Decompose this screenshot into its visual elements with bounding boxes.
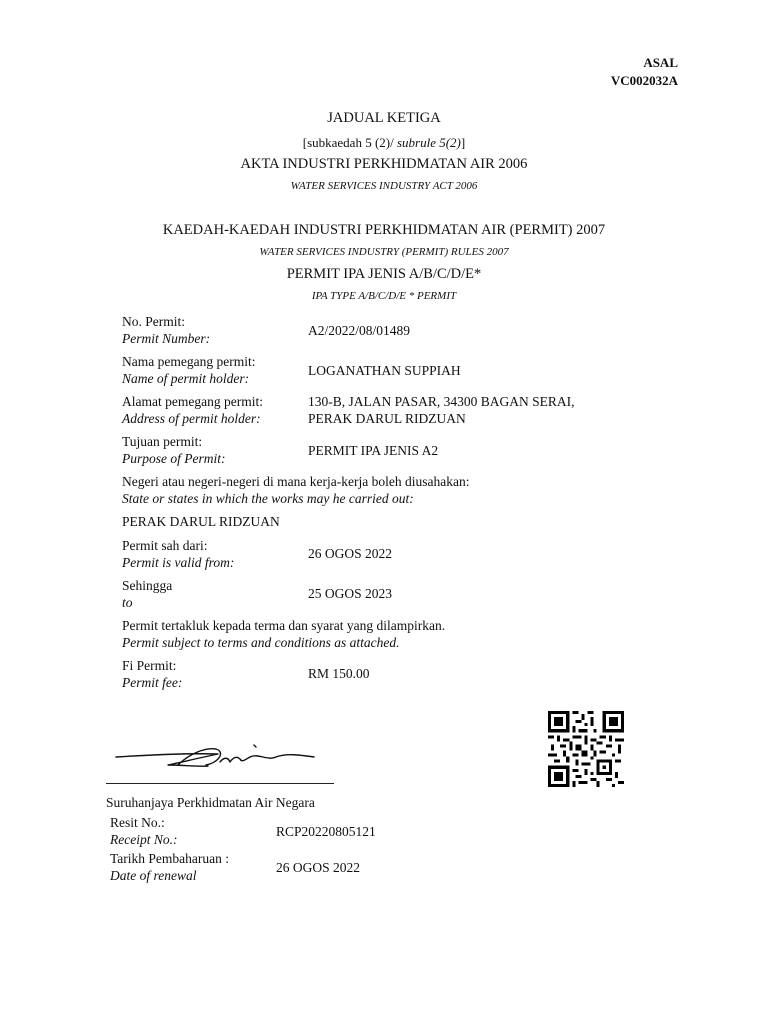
address-line-2: PERAK DARUL RIDZUAN (308, 411, 466, 426)
copy-type: ASAL (643, 55, 678, 70)
receipt-label (110, 814, 177, 848)
signature-line (106, 783, 334, 784)
purpose-value: PERMIT IPA JENIS A2 (308, 443, 439, 458)
address-value (308, 393, 575, 427)
subrule-close: ] (460, 135, 466, 150)
act-title-ms: AKTA INDUSTRI PERKHIDMATAN AIR 2006 (240, 156, 528, 172)
states-label (122, 473, 469, 507)
holder-label (122, 353, 255, 387)
address-label (122, 393, 263, 427)
address-label-en: Address of permit holder: (122, 411, 261, 426)
rules-title-ms: KAEDAH-KAEDAH INDUSTRI PERKHIDMATAN AIR (PERMIT) 2007 (162, 222, 606, 238)
serial-number: VC002032A (610, 73, 678, 88)
rules-title-en: WATER SERVICES INDUSTRY (PERMIT) RULES 2007 (259, 246, 509, 258)
valid-from-label (122, 537, 234, 571)
signature-image (108, 735, 328, 780)
holder-label-en: Name of permit holder: (122, 371, 250, 386)
permit-number-value: A2/2022/08/01489 (308, 323, 411, 338)
valid-from-label-en: Permit is valid from: (122, 555, 235, 570)
valid-to-label-ms: Sehingga (122, 578, 173, 593)
act-title-en: WATER SERVICES INDUSTRY ACT 2006 (290, 180, 478, 192)
permit-type-ms: PERMIT IPA JENIS A/B/C/D/E* (286, 266, 482, 282)
address-label-ms: Alamat pemegang permit: (122, 394, 263, 409)
permit-type-en: IPA TYPE A/B/C/D/E * PERMIT (311, 290, 457, 302)
purpose-label-en: Purpose of Permit: (122, 451, 226, 466)
valid-to-value: 25 OGOS 2023 (308, 586, 393, 601)
purpose-label (122, 433, 226, 467)
receipt-label-ms: Resit No.: (110, 815, 165, 830)
fee-value: RM 150.00 (308, 666, 370, 681)
terms-note-ms: Permit tertakluk kepada terma dan syarat yang dilampirkan. (122, 618, 446, 633)
issuer-name: Suruhanjaya Perkhidmatan Air Negara (106, 795, 315, 810)
fee-label-ms: Fi Permit: (122, 658, 177, 673)
fee-label-en: Permit fee: (122, 675, 183, 690)
fee-label (122, 657, 182, 691)
renewal-label-en: Date of renewal (110, 868, 197, 883)
states-label-en: State or states in which the works may he carried out: (122, 491, 414, 506)
holder-value: LOGANATHAN SUPPIAH (308, 363, 461, 378)
subrule-ms: [subkaedah 5 (2)/ (302, 135, 394, 150)
valid-to-label (122, 577, 172, 611)
subrule-en: subrule 5(2) (396, 135, 461, 150)
states-value: PERAK DARUL RIDZUAN (122, 514, 280, 529)
terms-note (122, 617, 445, 651)
renewal-label-ms: Tarikh Pembaharuan : (110, 851, 230, 866)
permit-number-label-ms: No. Permit: (122, 314, 185, 329)
receipt-label-en: Receipt No.: (110, 832, 178, 847)
renewal-label (110, 850, 229, 884)
states-label-ms: Negeri atau negeri-negeri di mana kerja-kerja boleh diusahakan: (122, 474, 470, 489)
purpose-label-ms: Tujuan permit: (122, 434, 203, 449)
valid-from-value: 26 OGOS 2022 (308, 546, 393, 561)
schedule-title: JADUAL KETIGA (327, 110, 441, 126)
holder-label-ms: Nama pemegang permit: (122, 354, 256, 369)
valid-to-label-en: to (122, 595, 133, 610)
address-line-1: 130-B, JALAN PASAR, 34300 BAGAN SERAI, (308, 394, 575, 409)
permit-number-label (122, 313, 210, 347)
subrule-line (0, 135, 768, 151)
terms-note-en: Permit subject to terms and conditions as attached. (122, 635, 400, 650)
valid-from-label-ms: Permit sah dari: (122, 538, 208, 553)
receipt-value: RCP20220805121 (276, 824, 376, 839)
renewal-value: 26 OGOS 2022 (276, 860, 361, 875)
qr-code-image (548, 711, 624, 787)
permit-number-label-en: Permit Number: (122, 331, 211, 346)
